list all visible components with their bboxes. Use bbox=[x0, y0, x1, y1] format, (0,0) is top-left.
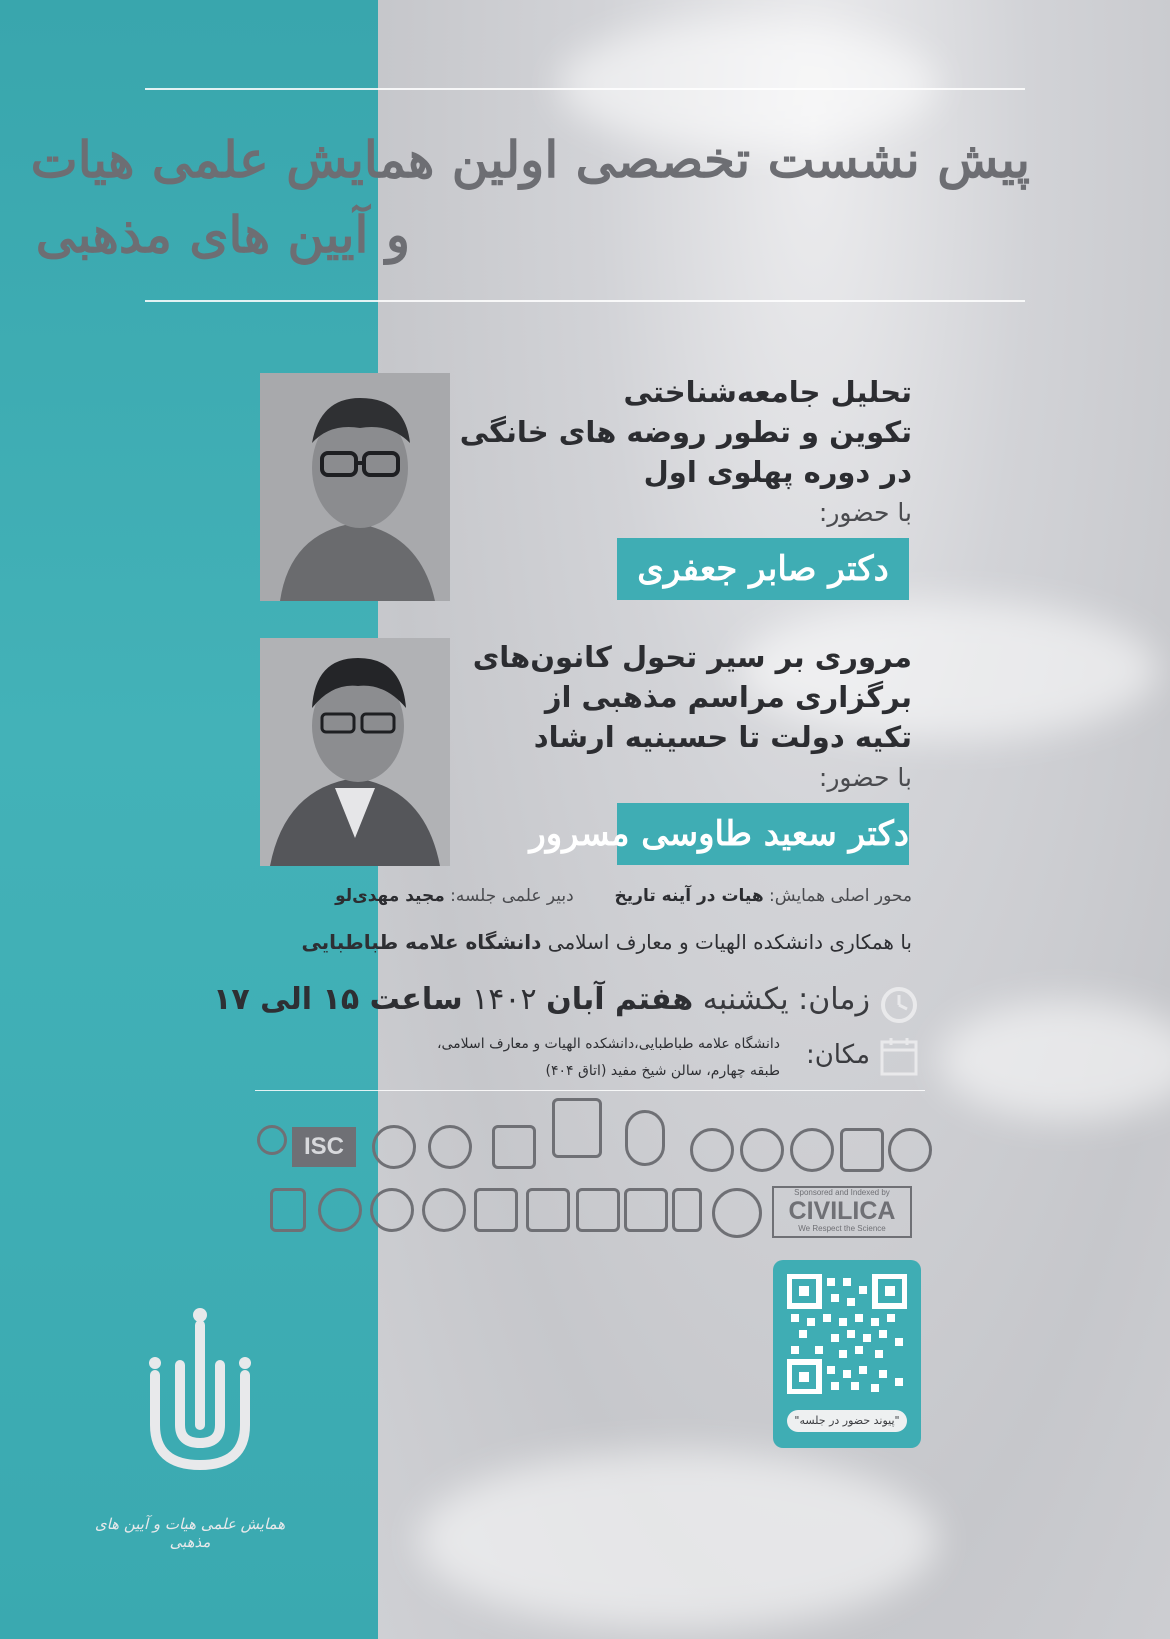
info-bottom-rule bbox=[255, 1090, 925, 1091]
sponsor-logo-13 bbox=[270, 1188, 306, 1232]
sponsor-logo-5 bbox=[492, 1125, 536, 1169]
talk-2-line-3: تکیه دولت تا حسینیه ارشاد bbox=[533, 720, 912, 754]
sponsor-logo-21 bbox=[672, 1188, 702, 1232]
sponsor-logo-18 bbox=[526, 1188, 570, 1232]
sponsor-logo-11 bbox=[840, 1128, 884, 1172]
axis-value: هیات در آینه تاریخ bbox=[614, 886, 764, 906]
talk-1-line-3: در دوره پهلوی اول bbox=[643, 455, 912, 489]
sponsor-logo-20 bbox=[624, 1188, 668, 1232]
sponsor-logo-16 bbox=[422, 1188, 466, 1232]
conference-logo bbox=[140, 1305, 260, 1475]
speaker-name-1: دکتر صابر جعفری bbox=[617, 538, 909, 600]
sponsor-logo-6 bbox=[552, 1098, 602, 1158]
calendar-icon bbox=[880, 1036, 918, 1076]
time-date: هفتم آبان bbox=[546, 982, 694, 1017]
place-label: مکان: bbox=[805, 1040, 870, 1070]
secretary-label: دبیر علمی جلسه: bbox=[450, 886, 574, 906]
speaker-name-2: دکتر سعید طاوسی مسرور bbox=[617, 803, 909, 865]
cooperation-prefix: با همکاری دانشکده الهیات و معارف اسلامی bbox=[547, 930, 912, 954]
talk-2-line-2: برگزاری مراسم مذهبی از bbox=[544, 680, 912, 714]
sponsor-logo-14 bbox=[318, 1188, 362, 1232]
secretary-value: مجید مهدی‌لو bbox=[335, 886, 445, 906]
talk-1-title bbox=[442, 372, 912, 527]
header-bottom-rule bbox=[145, 300, 1025, 302]
sponsor-logo-4 bbox=[428, 1125, 472, 1169]
speaker-photo-2 bbox=[260, 638, 450, 866]
sponsor-logo-7 bbox=[625, 1110, 665, 1166]
civilica-tagline: We Respect the Science bbox=[798, 1224, 886, 1233]
time-day: یکشنبه bbox=[702, 982, 789, 1017]
talk-1-line-2: تکوین و تطور روضه های خانگی bbox=[459, 415, 912, 449]
qr-code[interactable] bbox=[787, 1274, 907, 1394]
time-row bbox=[213, 982, 870, 1017]
place-line-1: دانشگاه علامه طباطبایی،دانشکده الهیات و معارف اسلامی، bbox=[436, 1036, 780, 1052]
sponsor-logo-12 bbox=[888, 1128, 932, 1172]
time-hours: ساعت ۱۵ الی ۱۷ bbox=[213, 982, 463, 1017]
cooperation-university: دانشگاه علامه طباطبایی bbox=[301, 930, 542, 954]
clock-icon bbox=[880, 986, 918, 1024]
sponsor-logo-1 bbox=[257, 1125, 287, 1155]
civilica-logo bbox=[772, 1186, 912, 1238]
event-title-line1: پیش نشست تخصصی اولین همایش علمی هیات bbox=[30, 130, 1030, 189]
sponsor-logo-19 bbox=[576, 1188, 620, 1232]
talk-1-line-1: تحلیل جامعه‌شناختی bbox=[623, 375, 912, 409]
header-top-rule bbox=[145, 88, 1025, 90]
sponsor-logo-9 bbox=[740, 1128, 784, 1172]
talk-2-presence-label: با حضور: bbox=[818, 763, 912, 792]
sponsor-logo-3 bbox=[372, 1125, 416, 1169]
conference-logo-caption: همایش علمی هیات و آیین های مذهبی bbox=[94, 1515, 286, 1551]
axis-label: محور اصلی همایش: bbox=[769, 886, 912, 906]
sponsor-logo-15 bbox=[370, 1188, 414, 1232]
sponsor-logo-17 bbox=[474, 1188, 518, 1232]
time-year: ۱۴۰۲ bbox=[472, 982, 537, 1017]
civilica-top-text: Sponsored and Indexed by bbox=[794, 1188, 890, 1197]
isc-logo: ISC bbox=[292, 1127, 356, 1167]
civilica-name: CIVILICA bbox=[788, 1197, 896, 1225]
cooperation-row bbox=[301, 930, 912, 954]
time-label: زمان: bbox=[798, 982, 870, 1017]
talk-2-title bbox=[442, 637, 912, 792]
sponsor-logo-10 bbox=[790, 1128, 834, 1172]
speaker-photo-1 bbox=[260, 373, 450, 601]
talk-2-line-1: مروری بر سیر تحول کانون‌های bbox=[472, 640, 912, 674]
place-line-2: طبقه چهارم، سالن شیخ مفید (اتاق ۴۰۴) bbox=[545, 1063, 780, 1079]
talk-1-presence-label: با حضور: bbox=[818, 498, 912, 527]
axis-and-secretary-row bbox=[335, 886, 912, 906]
qr-caption: "پیوند حضور در جلسه" bbox=[787, 1410, 907, 1432]
sponsor-logo-22 bbox=[712, 1188, 762, 1238]
sponsor-logo-8 bbox=[690, 1128, 734, 1172]
qr-card[interactable] bbox=[773, 1260, 921, 1448]
event-title-line2: و آیین های مذهبی bbox=[35, 205, 410, 264]
